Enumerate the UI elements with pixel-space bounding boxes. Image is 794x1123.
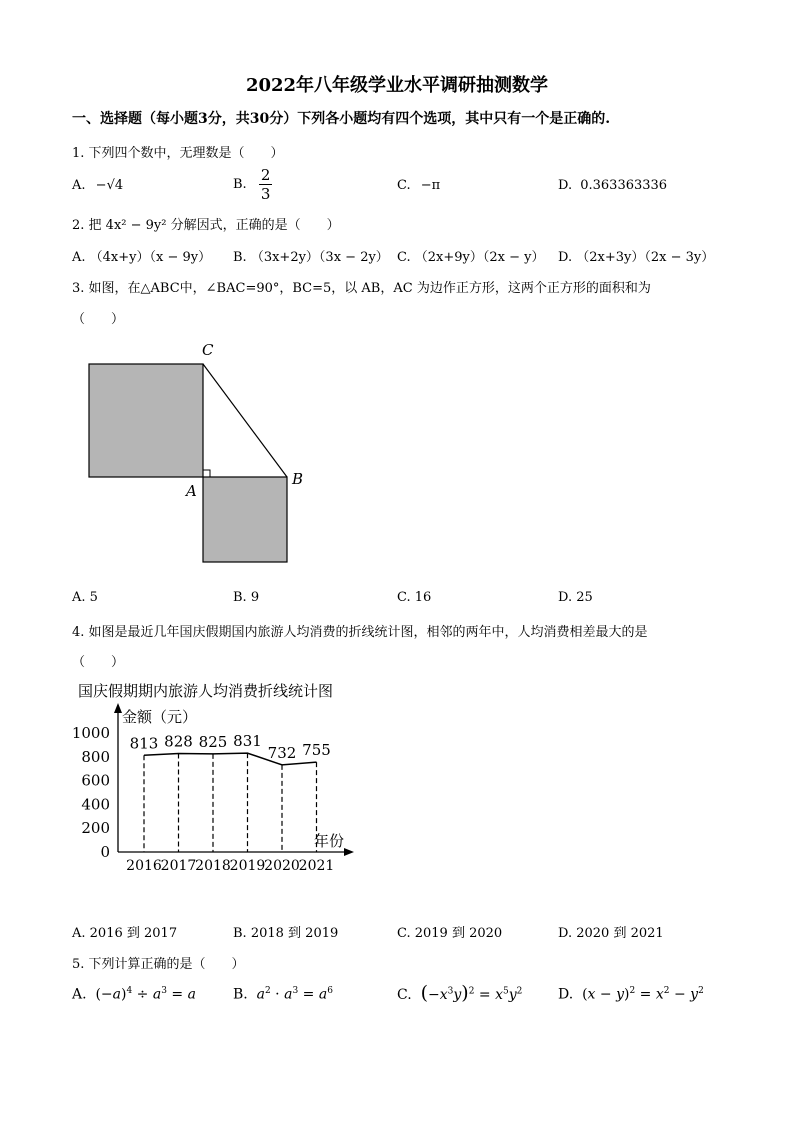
q1-option-c [397,178,440,193]
point-b-label: B [292,470,304,488]
square-on-ac [89,364,203,477]
q4-option-d: D. 2020 到 2021 [558,926,664,941]
q3-option-d: D. 25 [558,590,593,605]
data-label: 813 [129,734,159,753]
q2-option-d: D. （2x+3y）（2x − 3y） [558,250,715,265]
q1-option-b [233,166,272,203]
data-label: 755 [302,741,331,760]
q1-option-a-label: A. [72,178,86,193]
q1-option-a-value: −√4 [95,178,124,193]
y-tick-label: 800 [81,747,110,766]
section-heading: 一、选择题（每小题3分，共30分）下列各小题均有四个选项，其中只有一个是正确的. [72,111,611,127]
q4-option-a: A. 2016 到 2017 [72,926,178,941]
q2-option-a: A. （4x+y）（x − 9y） [72,250,212,265]
question-4-paren: （ ） [72,655,125,670]
q5-option-a: A. $(-a)^4 \div a^3 = a$ [72,986,196,1003]
right-angle-mark [203,470,210,477]
x-tick-label: 2018 [195,858,231,874]
y-axis-arrow [114,703,122,713]
q1-option-d-value: 0.363363336 [580,178,668,193]
q5-option-c: C. $(-x^3y)^2 = x^5y^2$ [397,982,523,1004]
fraction-denominator: 3 [260,185,271,203]
question-3-paren: （ ） [72,312,125,327]
line-chart [64,676,364,882]
question-2-stem: 2. 把 4x² − 9y² 分解因式，正确的是（ ） [72,218,340,233]
q3-option-c: C. 16 [397,590,432,605]
fraction-numerator: 2 [260,166,271,184]
q3-option-a: A. 5 [72,590,98,605]
question-1-stem: 1. 下列四个数中，无理数是（ ） [72,146,284,161]
q5-option-d: D. $(x - y)^2 = x^2 - y^2$ [558,986,704,1003]
x-tick-label: 2021 [298,858,335,874]
q1-option-c-label: C. [397,178,411,193]
y-tick-label: 400 [81,795,110,814]
q2-option-b: B. （3x+2y）（3x − 2y） [233,250,389,265]
x-tick-label: 2017 [160,858,197,874]
q1-option-d-label: D. [558,178,573,193]
x-tick-label: 2020 [264,858,300,874]
y-tick-label: 200 [81,819,110,838]
q3-option-b: B. 9 [233,590,260,605]
q1-option-b-fraction [259,166,273,203]
data-label: 828 [164,732,193,751]
q4-option-c: C. 2019 到 2020 [397,926,503,941]
q3-geometry-figure [80,336,320,576]
chart-title: 国庆假期期内旅游人均消费折线统计图 [78,682,334,700]
q1-option-c-value: −π [420,178,441,193]
q5-option-b: B. $a^2 \cdot a^3 = a^6$ [233,986,333,1003]
y-tick-label: 1000 [71,724,110,742]
data-label: 831 [233,732,262,751]
x-tick-label: 2016 [126,858,162,874]
q1-option-a [72,178,123,193]
q1-option-d [558,178,667,193]
data-label: 732 [267,743,297,762]
x-axis-arrow [344,848,354,856]
point-a-label: A [186,482,197,500]
question-3-stem: 3. 如图，在△ABC中，∠BAC=90°，BC=5，以 AB，AC 为边作正方形，这两个正方形的面积和为 [72,281,651,296]
page-title: 2022年八年级学业水平调研抽测数学 [245,75,549,96]
q2-option-c: C. （2x+9y）（2x − y） [397,250,545,265]
y-tick-label: 0 [100,843,110,861]
y-tick-label: 600 [81,771,110,790]
q4-option-b: B. 2018 到 2019 [233,926,339,941]
y-axis-label: 金额（元） [122,708,198,726]
data-label: 825 [198,732,228,751]
hypotenuse-bc [203,364,287,477]
point-c-label: C [202,341,214,359]
q1-option-b-label: B. [233,177,247,192]
question-5-stem: 5. 下列计算正确的是（ ） [72,957,245,972]
square-on-ab [203,477,287,562]
question-4-stem: 4. 如图是最近几年国庆假期国内旅游人均消费的折线统计图，相邻的两年中，人均消费相差最大的是 [72,625,648,640]
x-axis-label: 年份 [314,832,345,850]
x-tick-label: 2019 [229,858,266,874]
